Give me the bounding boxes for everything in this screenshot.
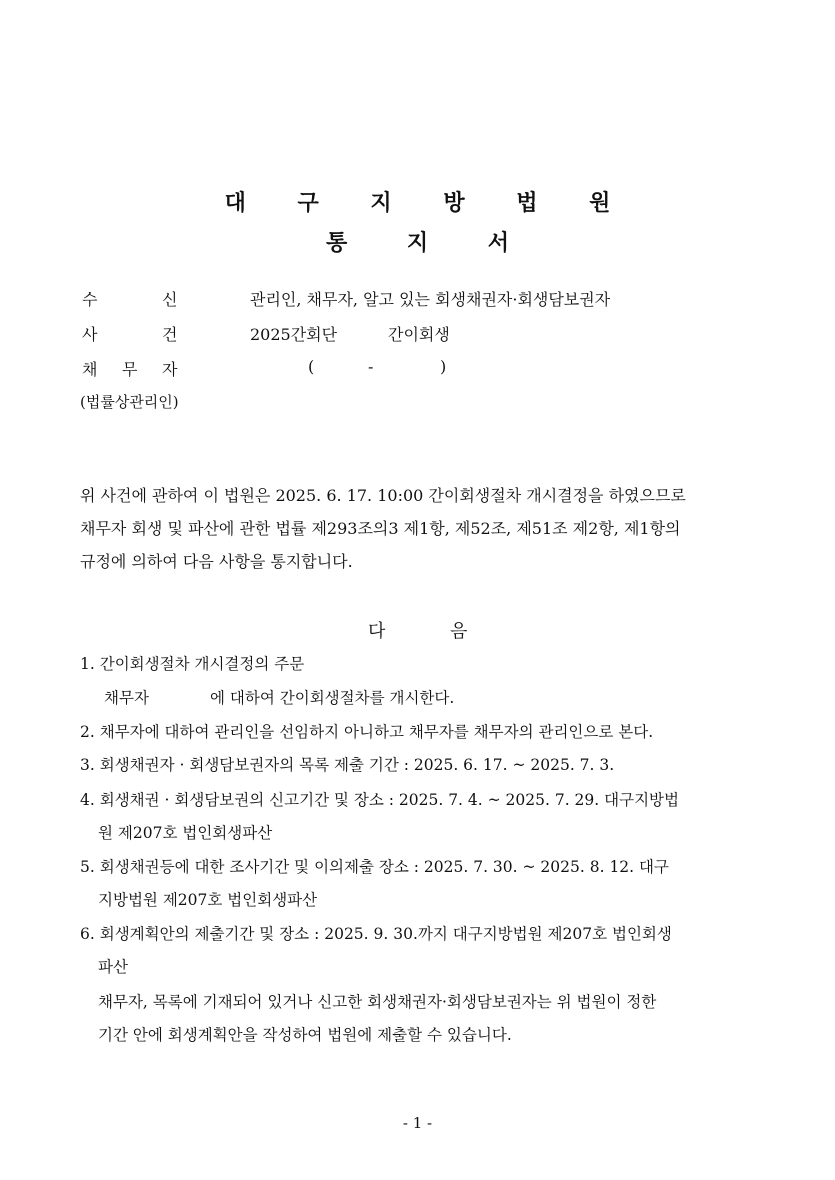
document-title: 통 지 서 (325, 230, 536, 256)
recipient-label-a: 수 (82, 290, 98, 309)
item-1-debtor: 채무자 (104, 689, 149, 707)
item-4-line-1: 4. 회생채권 · 회생담보권의 신고기간 및 장소 : 2025. 7. 4. ~ 2025. 7. 29. 대구지방법 (80, 791, 679, 809)
recipient-label-b: 신 (162, 290, 178, 309)
debtor-label-b: 무 (122, 360, 138, 379)
section-title-a: 다 (368, 621, 386, 642)
legal-manager-note: (법률상관리인) (80, 393, 179, 411)
case-label-a: 사 (82, 325, 98, 344)
intro-line-2: 채무자 회생 및 파산에 관한 법률 제293조의3 제1항, 제52조, 제51조 제2항, 제1항의 (80, 519, 681, 538)
item-6-line-3: 채무자, 목록에 기재되어 있거나 신고한 회생채권자·회생담보권자는 위 법원이 정한 (98, 993, 657, 1011)
item-3: 3. 회생채권자 · 회생담보권자의 목록 제출 기간 : 2025. 6. 17. ~ 2025. 7. 3. (80, 756, 615, 774)
item-1-body: 에 대하여 간이회생절차를 개시한다. (210, 689, 455, 707)
item-6-line-4: 기간 안에 회생계획안을 작성하여 법원에 제출할 수 있습니다. (98, 1026, 512, 1044)
section-title-b: 음 (450, 621, 468, 642)
item-6-line-1: 6. 회생계획안의 제출기간 및 장소 : 2025. 9. 30.까지 대구지방법원 제207호 법인회생 (80, 925, 672, 943)
item-6-line-2: 파산 (98, 958, 128, 976)
item-5-line-2: 지방법원 제207호 법인회생파산 (98, 891, 318, 909)
debtor-label-a: 채 (82, 360, 98, 379)
intro-line-1: 위 사건에 관하여 이 법원은 2025. 6. 17. 10:00 간이회생절차 개시결정을 하였으므로 (80, 486, 686, 505)
case-label-b: 건 (162, 325, 178, 344)
court-name: 대 구 지 방 법 원 (224, 190, 633, 216)
case-type: 간이회생 (388, 325, 450, 344)
item-4-line-2: 원 제207호 법인회생파산 (98, 824, 273, 842)
item-5-line-1: 5. 회생채권등에 대한 조사기간 및 이의제출 장소 : 2025. 7. 30. ~ 2025. 8. 12. 대구 (80, 858, 669, 876)
intro-line-3: 규정에 의하여 다음 사항을 통지합니다. (80, 552, 353, 571)
debtor-id-close: ) (440, 357, 447, 376)
debtor-id-dash: - (368, 357, 374, 376)
recipient-value: 관리인, 채무자, 알고 있는 회생채권자·회생담보권자 (250, 290, 611, 309)
case-number: 2025간회단 (250, 325, 338, 344)
item-2: 2. 채무자에 대하여 관리인을 선임하지 아니하고 채무자를 채무자의 관리인으로 본다. (80, 723, 654, 741)
debtor-id-open: ( (308, 357, 315, 376)
debtor-label-c: 자 (162, 360, 178, 379)
page-number: - 1 - (402, 1114, 433, 1132)
item-1: 1. 간이회생절차 개시결정의 주문 (80, 655, 305, 673)
